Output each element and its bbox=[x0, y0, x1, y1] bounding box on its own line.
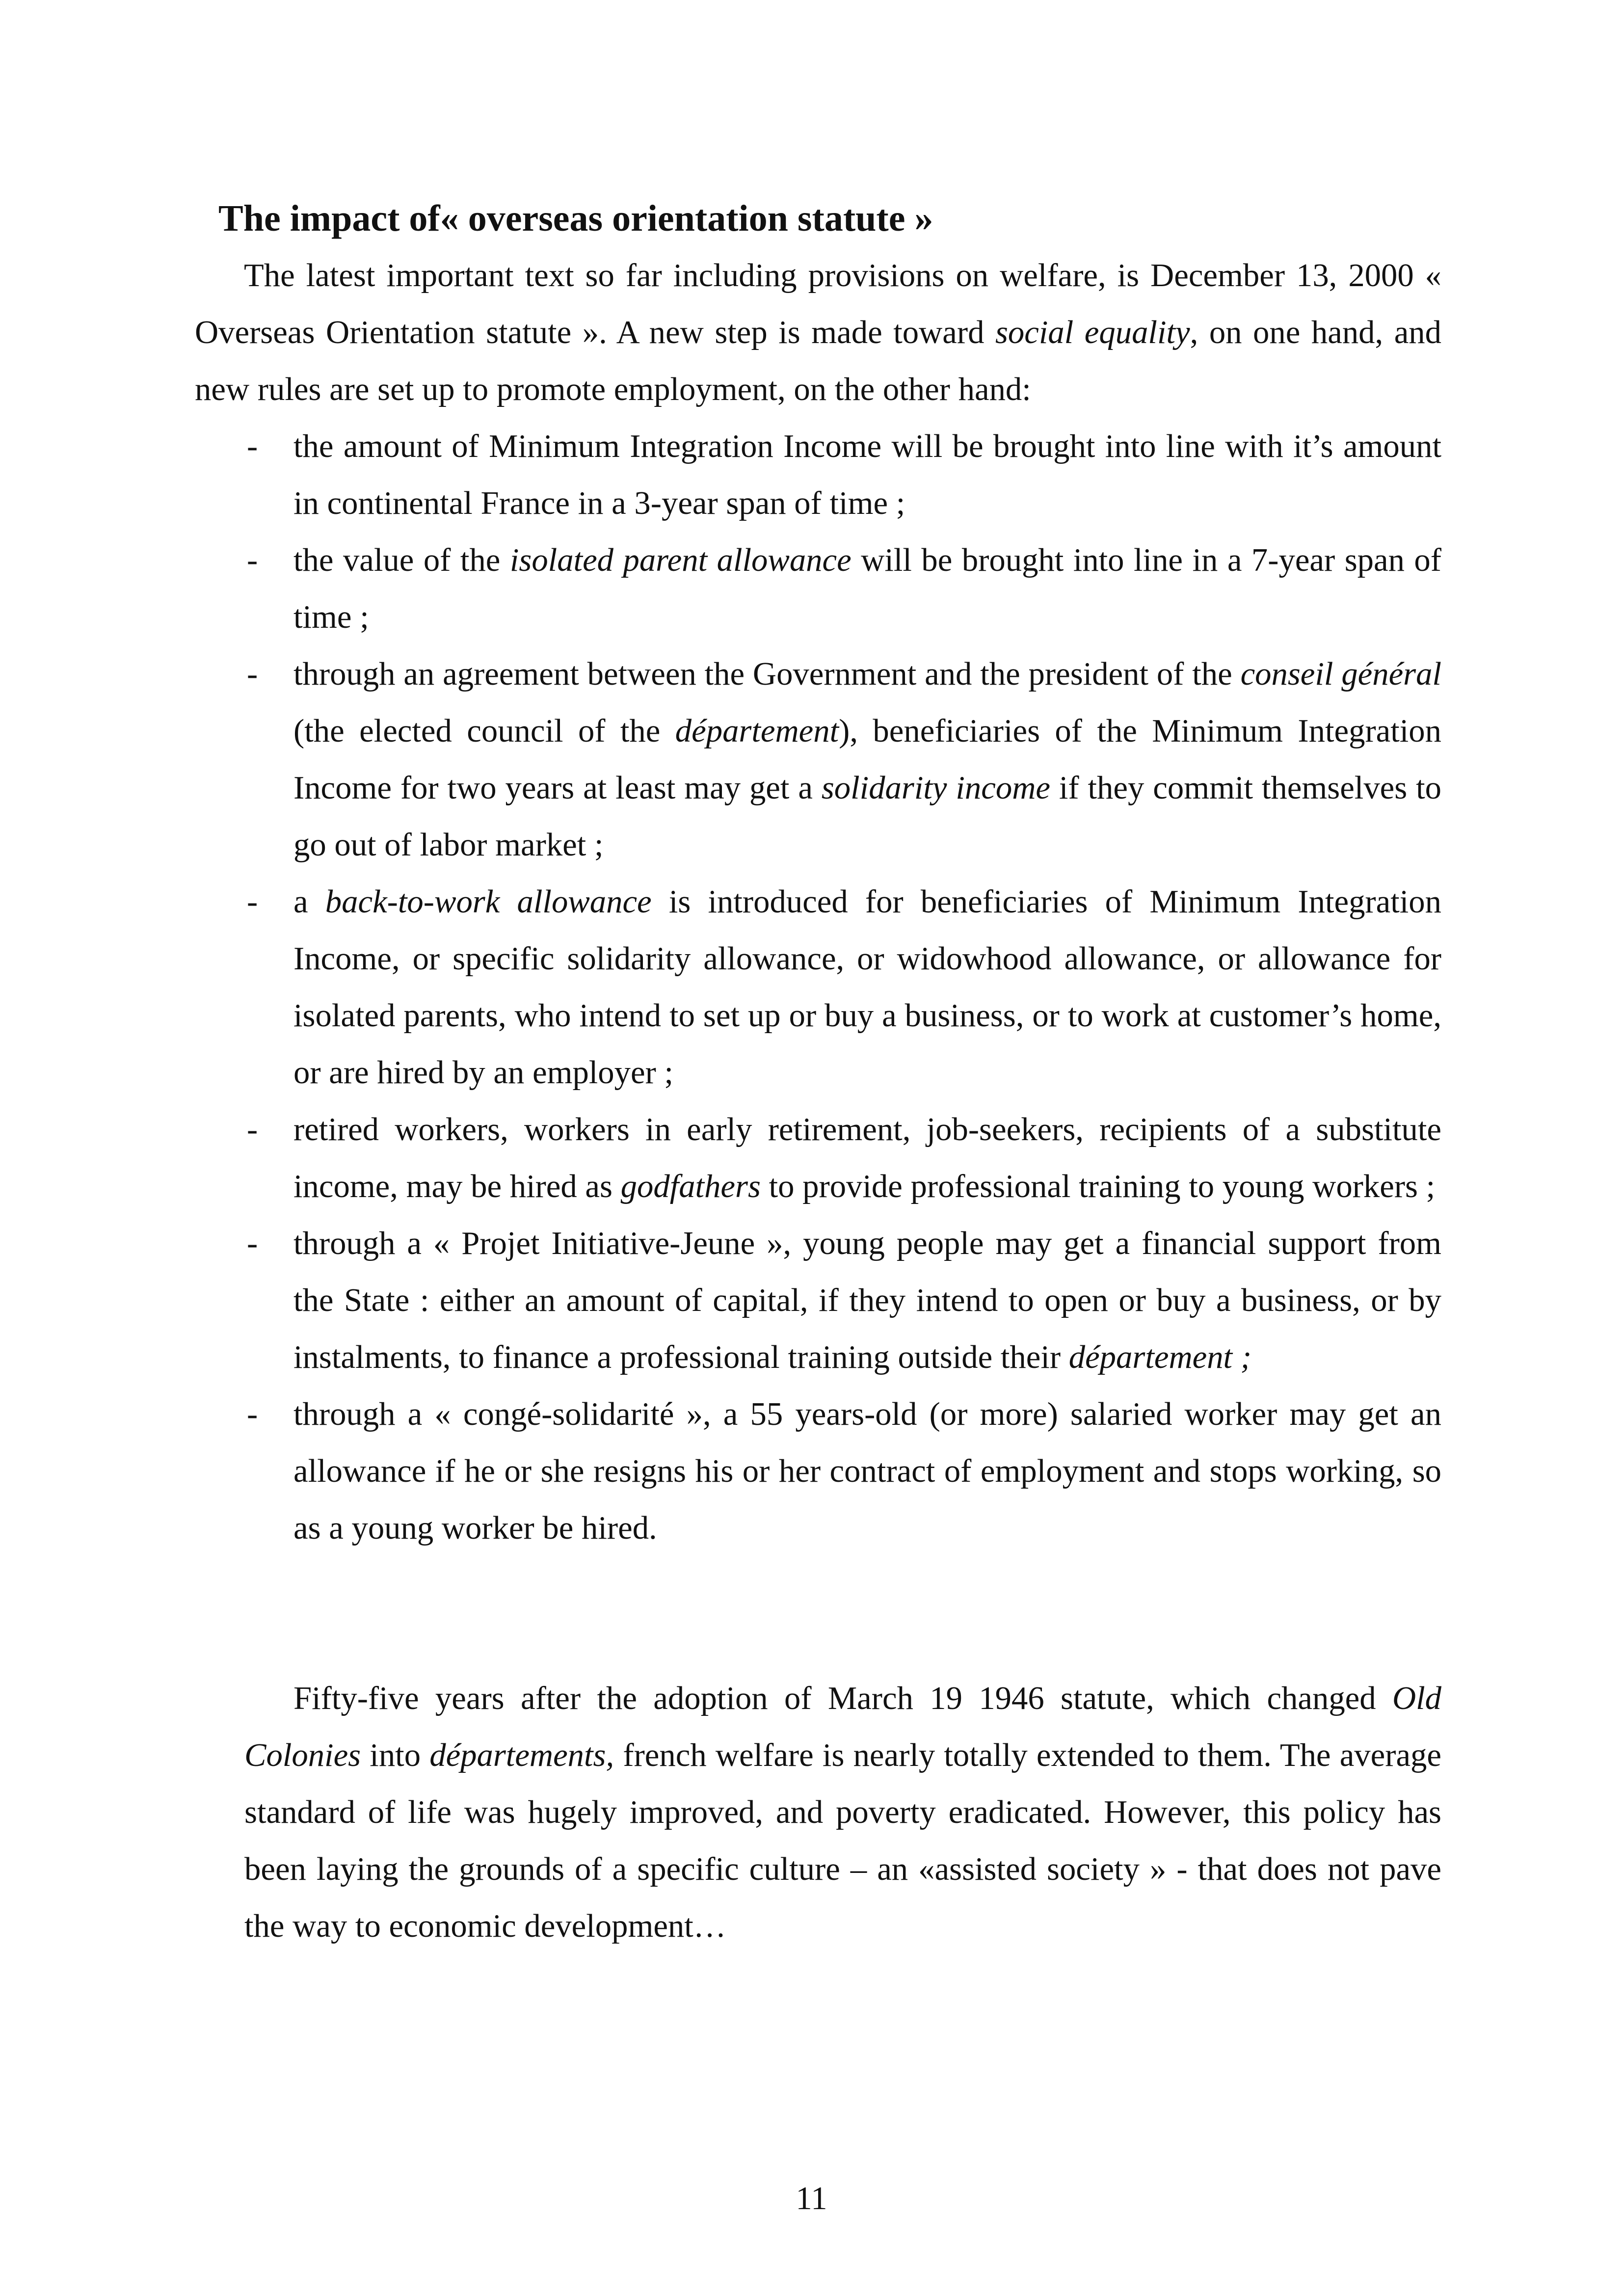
italic-text: isolated parent allowance bbox=[509, 542, 851, 578]
text-run: into bbox=[361, 1737, 430, 1773]
italic-text: département bbox=[675, 713, 839, 749]
page-body bbox=[195, 0, 1441, 1955]
provisions-list bbox=[195, 418, 1441, 1557]
italic-text: back-to-work allowance bbox=[325, 884, 652, 920]
list-item bbox=[195, 874, 1441, 1101]
bullet-dash: - bbox=[247, 428, 258, 464]
italic-text: social equality bbox=[995, 315, 1190, 350]
bullet-dash: - bbox=[247, 542, 258, 578]
list-item bbox=[195, 646, 1441, 874]
text-run: a bbox=[293, 884, 325, 920]
text-run: through an agreement between the Government and the president of the bbox=[293, 656, 1241, 692]
text-run: the amount of Minimum Integration Income will be brought into line with it’s amount in continental France in a 3-year span of time ; bbox=[293, 428, 1441, 521]
text-run: ), beneficiaries of the Minimum Integration Income for two years at least may get a bbox=[293, 713, 1441, 806]
list-item bbox=[195, 532, 1441, 646]
text-run: through a « Projet Initiative-Jeune », young people may get a financial support from the State : either an amount of capital, if they intend to open or buy a business, or by instalments, to finance a professional training outside their bbox=[293, 1226, 1441, 1375]
italic-text: godfathers bbox=[620, 1169, 761, 1204]
italic-text: département ; bbox=[1068, 1339, 1251, 1375]
list-item bbox=[195, 1101, 1441, 1215]
bullet-dash: - bbox=[247, 1112, 258, 1148]
bullet-dash: - bbox=[247, 884, 258, 920]
italic-text: conseil général bbox=[1240, 656, 1442, 692]
page-number: 11 bbox=[796, 2181, 827, 2216]
bullet-dash: - bbox=[247, 1226, 258, 1261]
text-run: through a « congé-solidarité », a 55 years-old (or more) salaried worker may get an allowance if he or she resigns his or her contract of employment and stops working, so as a young worker be hired. bbox=[293, 1396, 1441, 1546]
italic-text: départements, bbox=[429, 1737, 614, 1773]
text-run: retired workers, workers in early retirement, job-seekers, recipients of a substitute income, may be hired as bbox=[293, 1112, 1441, 1204]
text-run: The latest important text so far including provisions on welfare, is December 13, 2000 « Overseas Orientation statute ». A new step is made toward bbox=[195, 258, 1441, 350]
text-run: is introduced for beneficiaries of Minimum Integration Income, or specific solidarity allowance, or widowhood allowance, or allowance for isolated parents, who intend to set up or buy a business, or to work at customer’s home, or are hired by an employer ; bbox=[293, 884, 1441, 1091]
section-heading: The impact of« overseas orientation statute » bbox=[218, 198, 933, 239]
bullet-dash: - bbox=[247, 656, 258, 692]
text-run: Fifty-five years after the adoption of March 19 1946 statute, which changed bbox=[293, 1681, 1392, 1716]
intro-paragraph bbox=[195, 247, 1441, 418]
text-run: to provide professional training to young workers ; bbox=[760, 1169, 1436, 1204]
italic-text: Old Colonies bbox=[244, 1681, 1441, 1773]
list-item bbox=[195, 418, 1441, 532]
text-run: , on one hand, and new rules are set up to promote employment, on the other hand: bbox=[195, 315, 1441, 407]
italic-text: solidarity income bbox=[821, 770, 1050, 806]
list-item bbox=[195, 1386, 1441, 1557]
text-run: (the elected council of the bbox=[293, 713, 675, 749]
list-item bbox=[195, 1215, 1441, 1386]
conclusion-paragraph bbox=[244, 1670, 1441, 1955]
text-run: will be brought into line in a 7-year span of time ; bbox=[293, 542, 1441, 635]
bullet-dash: - bbox=[247, 1396, 258, 1432]
text-run: the value of the bbox=[293, 542, 510, 578]
text-run: french welfare is nearly totally extended to them. The average standard of life was hugely improved, and poverty eradicated. However, this policy has been laying the grounds of a specific culture – an «assisted society » - that does not pave the way to economic development… bbox=[244, 1737, 1441, 1944]
text-run: if they commit themselves to go out of labor market ; bbox=[293, 770, 1441, 863]
